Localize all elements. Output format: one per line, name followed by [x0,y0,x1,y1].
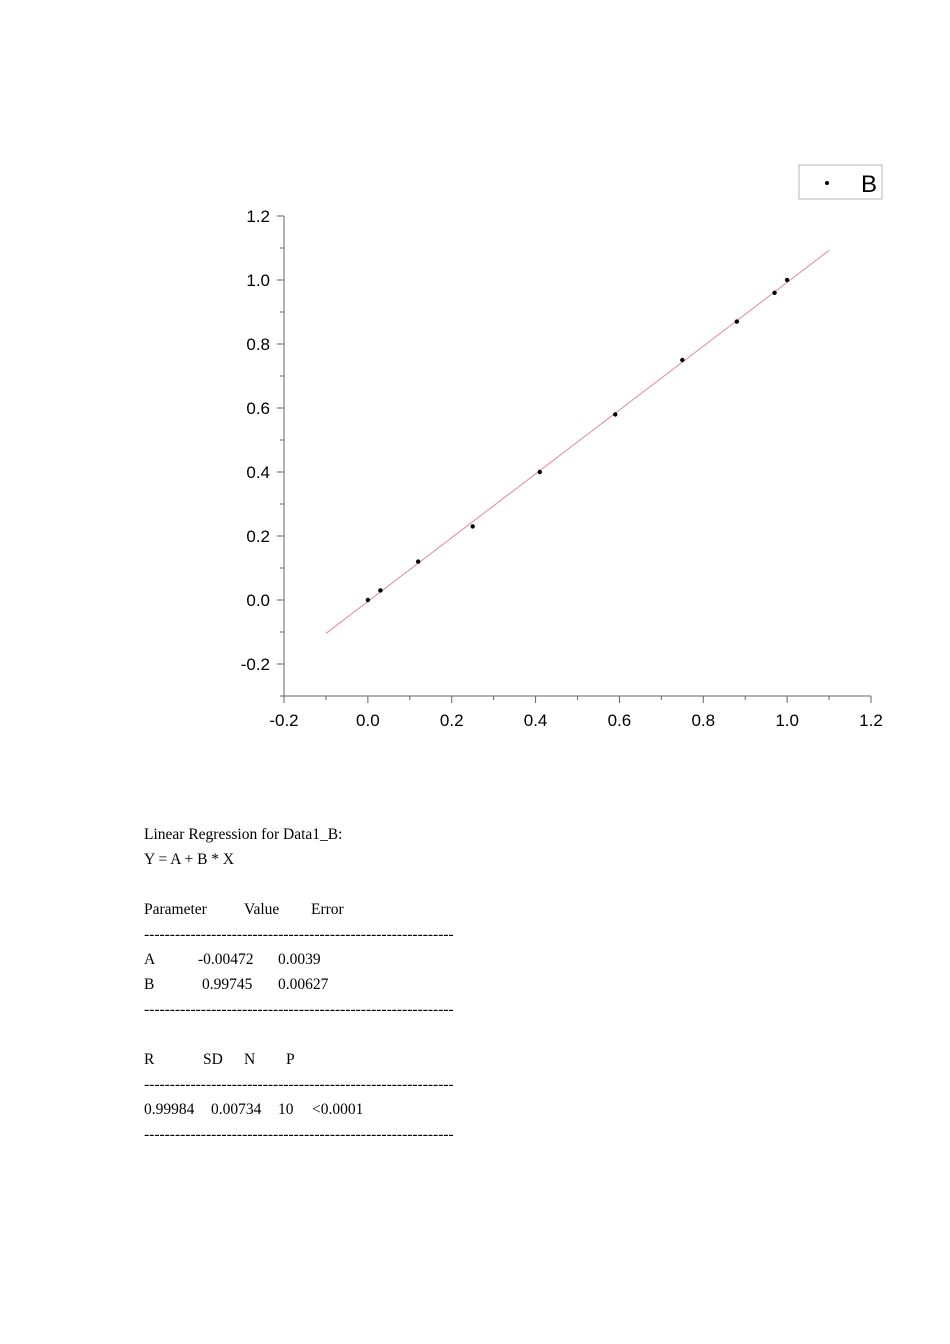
legend [799,165,882,199]
report-equation: Y = A + B * X [144,851,235,868]
x-tick-label: 0.6 [607,711,632,730]
data-points [366,278,790,602]
y-tick-label: 1.0 [246,271,270,290]
stat-header-n: N [244,1051,256,1068]
axes [241,207,883,730]
legend-label: B [861,171,878,198]
param-row-a [144,947,454,972]
param-row-b [144,972,454,997]
x-tick-label: 1.0 [775,711,799,730]
data-point [735,319,739,323]
stat-n-value: 10 [278,1101,294,1118]
data-point [366,598,370,602]
y-tick-label: 0.0 [246,591,270,610]
data-point [772,291,776,295]
x-tick-label: 0.8 [691,711,716,730]
param-header-row [144,897,454,922]
separator: ------------------------------------------------------------ [144,1126,454,1143]
y-tick-label: -0.2 [240,655,270,674]
data-point [538,470,542,474]
stat-p-value: <0.0001 [312,1101,364,1118]
data-point [613,412,617,416]
stat-header-r: R [144,1051,155,1068]
legend-marker [825,181,829,185]
data-point [785,278,789,282]
x-tick-label: 0.2 [439,711,464,730]
param-header-error: Error [311,901,344,918]
data-point [470,524,474,528]
data-point [416,559,420,563]
y-tick-label: 0.4 [246,463,270,482]
data-point [378,588,382,592]
data-point [680,358,684,362]
param-a-name: A [144,951,156,968]
stat-sd-value: 0.00734 [211,1101,262,1118]
stat-header-p: P [286,1051,295,1068]
regression-report [144,822,454,1147]
stat-row [144,1097,454,1122]
y-tick-label: 1.2 [246,207,270,226]
param-header-parameter: Parameter [144,901,207,918]
separator: ------------------------------------------------------------ [144,1076,454,1093]
separator: ------------------------------------------------------------ [144,926,454,943]
param-header-value: Value [244,901,280,918]
stat-header-row [144,1047,454,1072]
x-tick-label: 1.2 [859,711,883,730]
y-tick-label: 0.6 [246,399,270,418]
x-tick-label: -0.2 [269,711,299,730]
y-tick-label: 0.8 [246,335,270,354]
fit-line-group [326,250,829,633]
param-b-error: 0.00627 [278,976,329,993]
report-title: Linear Regression for Data1_B: [144,826,343,843]
param-a-error: 0.0039 [278,951,321,968]
param-b-value: 0.99745 [202,976,253,993]
stat-r-value: 0.99984 [144,1101,195,1118]
y-tick-label: 0.2 [246,527,270,546]
x-tick-label: 0.0 [356,711,380,730]
param-a-value: -0.00472 [198,951,254,968]
separator: ------------------------------------------------------------ [144,1001,454,1018]
x-tick-label: 0.4 [523,711,548,730]
param-b-name: B [144,976,155,993]
stat-header-sd: SD [203,1051,223,1068]
fit-line [326,250,829,633]
